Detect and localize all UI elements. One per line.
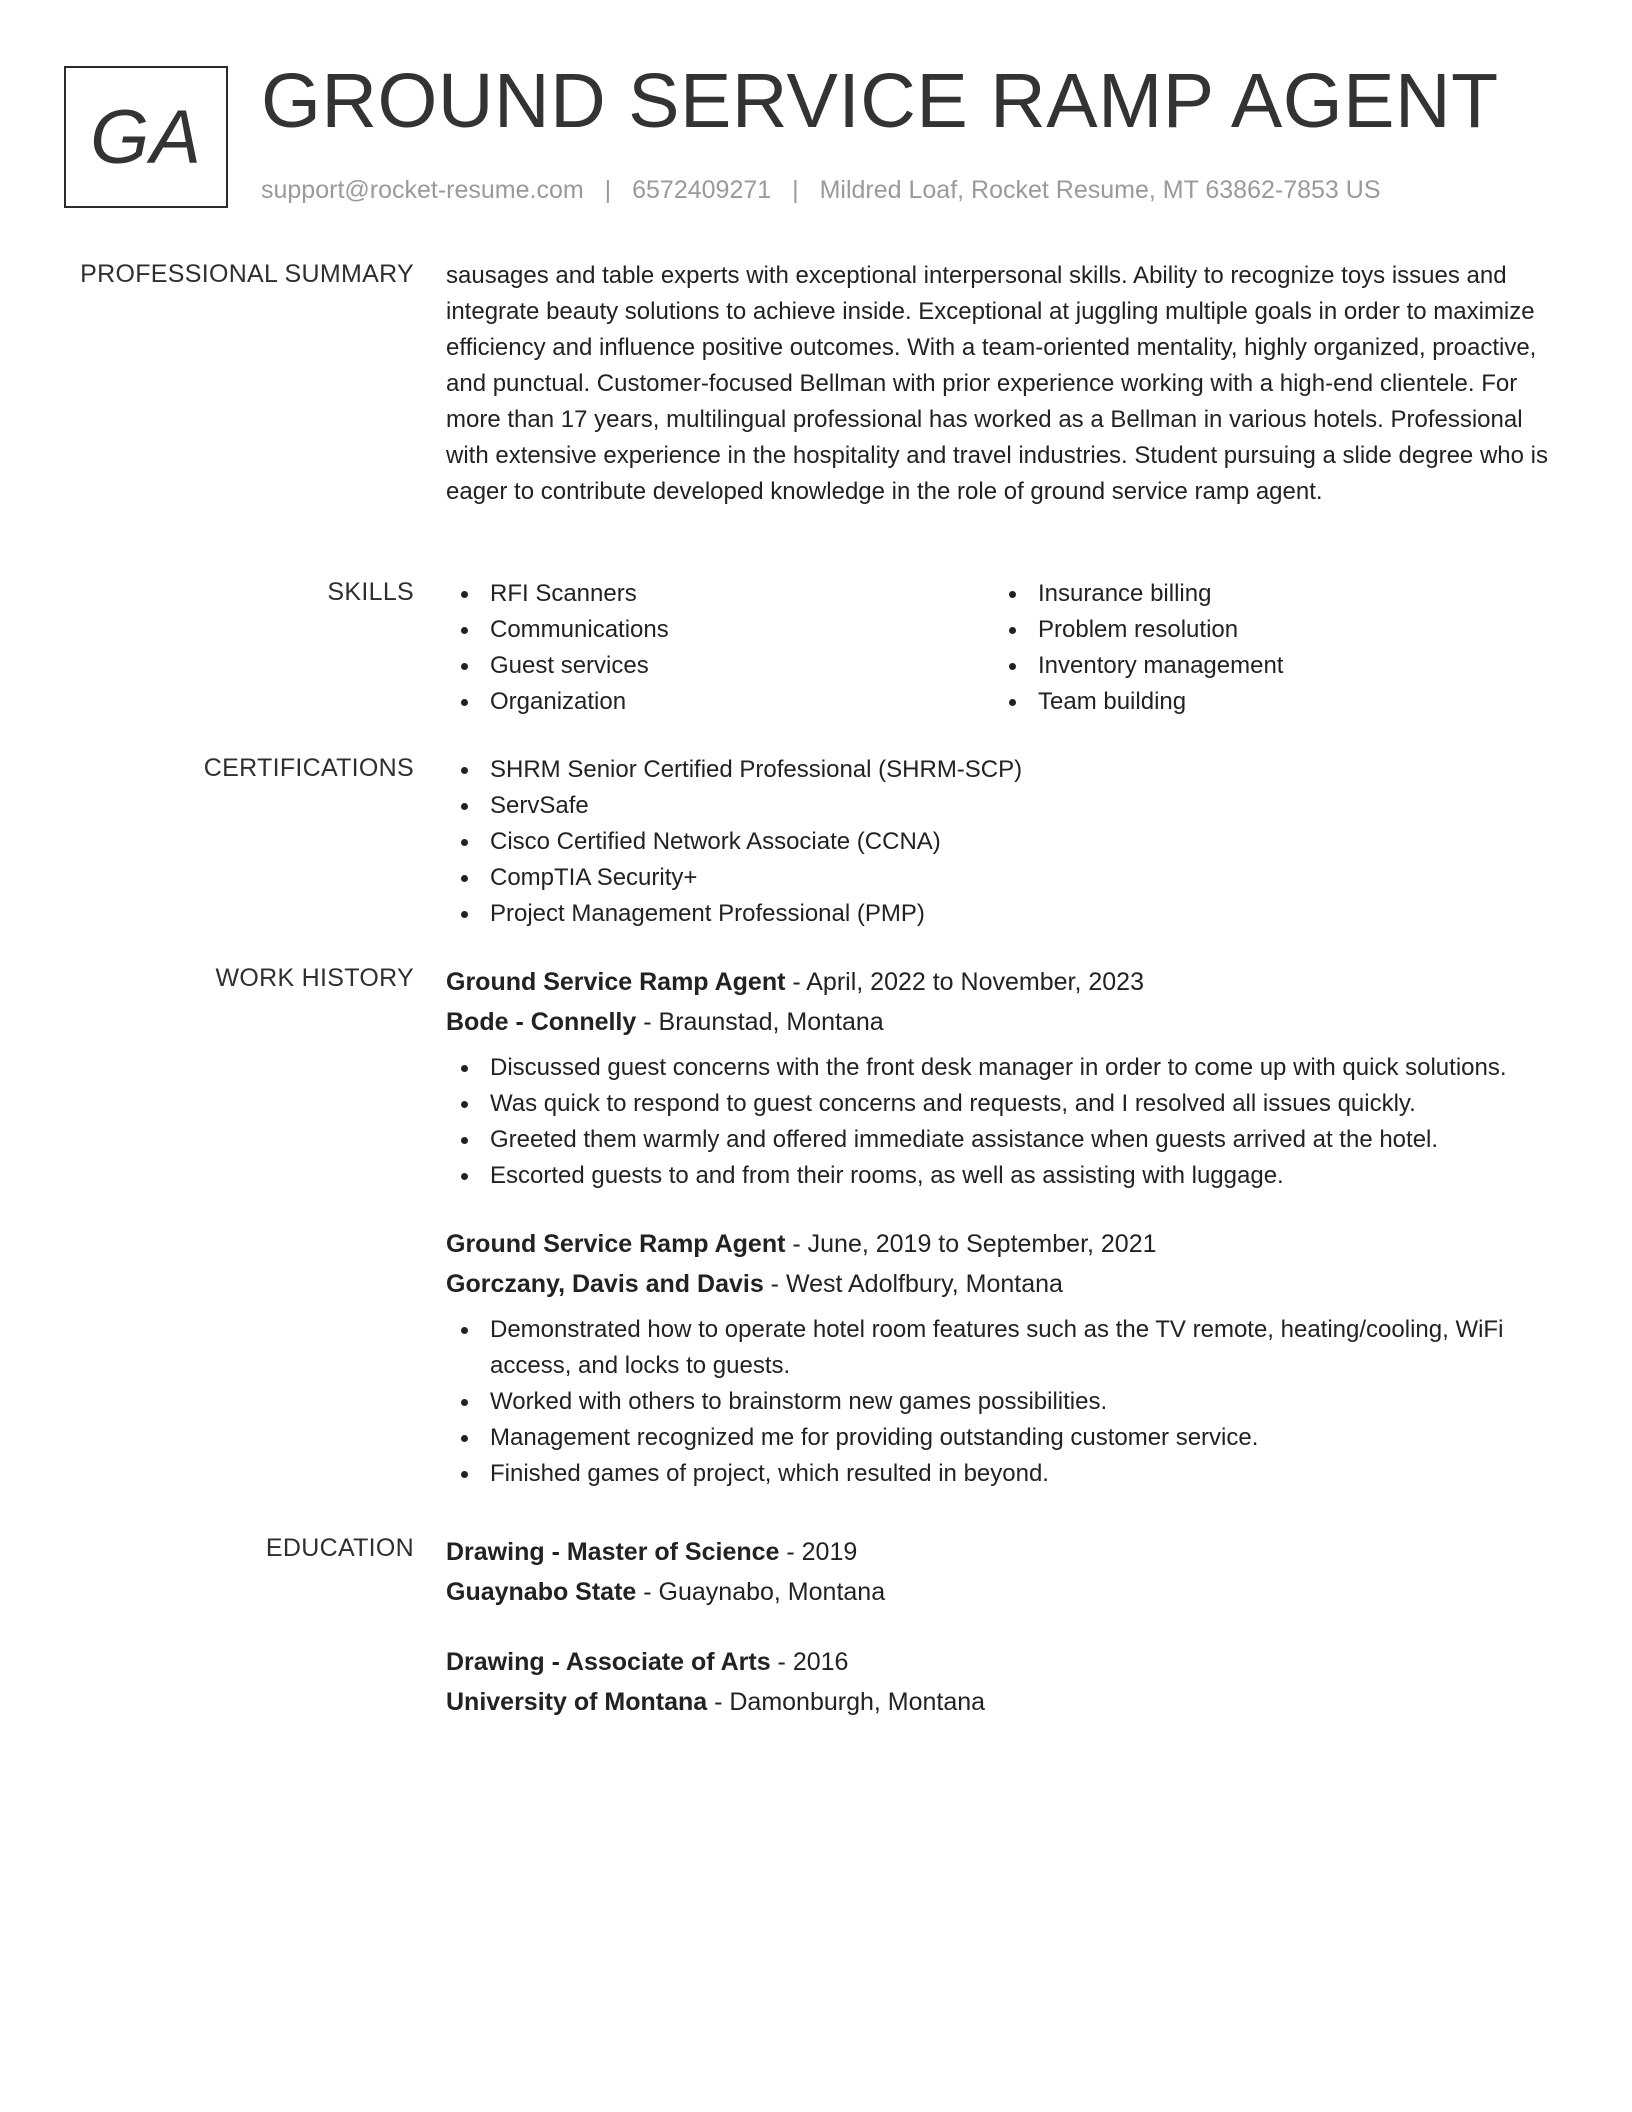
certifications-list	[446, 752, 1561, 932]
skill-item: Insurance billing	[994, 576, 1542, 612]
job-bullet: Escorted guests to and from their rooms, as well as assisting with luggage.	[446, 1158, 1561, 1194]
education-degree-line	[446, 1642, 1561, 1682]
contact-email[interactable]: support@rocket-resume.com	[261, 176, 584, 204]
job-company: Gorczany, Davis and Davis	[446, 1270, 764, 1298]
education-entry	[446, 1642, 1561, 1722]
certifications-body	[446, 752, 1561, 932]
education-school-line	[446, 1572, 1561, 1612]
education-body	[446, 1532, 1561, 1722]
skills-list-left	[446, 576, 994, 720]
section-label-summary: PROFESSIONAL SUMMARY	[80, 260, 414, 288]
skill-item: Communications	[446, 612, 994, 648]
education-year: - 2019	[779, 1538, 858, 1566]
job-bullet: Finished games of project, which resulted in beyond.	[446, 1456, 1561, 1492]
monogram-badge	[64, 66, 228, 208]
certification-item: Project Management Professional (PMP)	[446, 896, 1561, 932]
education-entry	[446, 1532, 1561, 1612]
job-dates: - June, 2019 to September, 2021	[785, 1230, 1157, 1258]
summary-body	[446, 258, 1561, 510]
certification-item: Cisco Certified Network Associate (CCNA)	[446, 824, 1561, 860]
education-location: - Guaynabo, Montana	[636, 1578, 886, 1606]
contact-address: Mildred Loaf, Rocket Resume, MT 63862-7853 US	[819, 176, 1381, 204]
job-bullet: Greeted them warmly and offered immediate assistance when guests arrived at the hotel.	[446, 1122, 1561, 1158]
certification-item: ServSafe	[446, 788, 1561, 824]
job-bullet: Management recognized me for providing outstanding customer service.	[446, 1420, 1561, 1456]
certification-item: SHRM Senior Certified Professional (SHRM-SCP)	[446, 752, 1561, 788]
skills-list-right	[994, 576, 1542, 720]
section-label-work: WORK HISTORY	[215, 964, 414, 992]
education-degree: Drawing - Master of Science	[446, 1538, 780, 1566]
job-location: - Braunstad, Montana	[636, 1008, 884, 1036]
summary-text: sausages and table experts with exceptional interpersonal skills. Ability to recognize toys issues and integrate beauty solutions to achieve inside. Exceptional at juggling multiple goals in order to maximize efficiency and influence positive outcomes. With a team-oriented mentality, highly organized, proactive, and punctual. Customer-focused Bellman with prior experience working with a high-end clientele. For more than 17 years, multilingual professional has worked as a Bellman in various hotels. Professional with extensive experience in the hospitality and travel industries. Student pursuing a slide degree who is eager to contribute developed knowledge in the role of ground service ramp agent.	[446, 262, 1548, 505]
job-location: - West Adolfbury, Montana	[763, 1270, 1063, 1298]
skill-item: RFI Scanners	[446, 576, 994, 612]
job-bullet: Demonstrated how to operate hotel room features such as the TV remote, heating/cooling, WiFi access, and locks to guests.	[446, 1312, 1561, 1384]
education-school: University of Montana	[446, 1688, 708, 1716]
job-title: Ground Service Ramp Agent	[446, 968, 786, 996]
job-dates: - April, 2022 to November, 2023	[785, 968, 1144, 996]
skill-item: Problem resolution	[994, 612, 1542, 648]
education-year: - 2016	[770, 1648, 849, 1676]
contact-phone[interactable]: 6572409271	[632, 176, 772, 204]
job-title-line	[446, 1224, 1561, 1264]
monogram-initials: GA	[90, 94, 202, 180]
job-entry	[446, 962, 1561, 1194]
job-bullet: Worked with others to brainstorm new games possibilities.	[446, 1384, 1561, 1420]
skills-body	[446, 576, 1561, 720]
resume-title: GROUND SERVICE RAMP AGENT	[261, 58, 1499, 144]
education-school: Guaynabo State	[446, 1578, 637, 1606]
section-label-certifications: CERTIFICATIONS	[203, 754, 414, 782]
skill-item: Inventory management	[994, 648, 1542, 684]
contact-separator: |	[792, 176, 799, 204]
section-label-skills: SKILLS	[327, 578, 414, 606]
job-bullets	[446, 1312, 1561, 1492]
skill-item: Organization	[446, 684, 994, 720]
job-company: Bode - Connelly	[446, 1008, 637, 1036]
education-location: - Damonburgh, Montana	[707, 1688, 986, 1716]
skill-item: Team building	[994, 684, 1542, 720]
job-company-line	[446, 1002, 1561, 1042]
job-entry	[446, 1224, 1561, 1492]
work-history-body	[446, 962, 1561, 1492]
job-title: Ground Service Ramp Agent	[446, 1230, 786, 1258]
job-title-line	[446, 962, 1561, 1002]
contact-separator: |	[604, 176, 612, 204]
education-degree: Drawing - Associate of Arts	[446, 1648, 771, 1676]
skill-item: Guest services	[446, 648, 994, 684]
certification-item: CompTIA Security+	[446, 860, 1561, 896]
education-school-line	[446, 1682, 1561, 1722]
job-bullets	[446, 1050, 1561, 1194]
job-company-line	[446, 1264, 1561, 1304]
job-bullet: Was quick to respond to guest concerns and requests, and I resolved all issues quickly.	[446, 1086, 1561, 1122]
education-degree-line	[446, 1532, 1561, 1572]
contact-line	[261, 174, 1381, 206]
section-label-education: EDUCATION	[265, 1534, 414, 1562]
skills-grid	[446, 576, 1561, 720]
job-bullet: Discussed guest concerns with the front desk manager in order to come up with quick solutions.	[446, 1050, 1561, 1086]
